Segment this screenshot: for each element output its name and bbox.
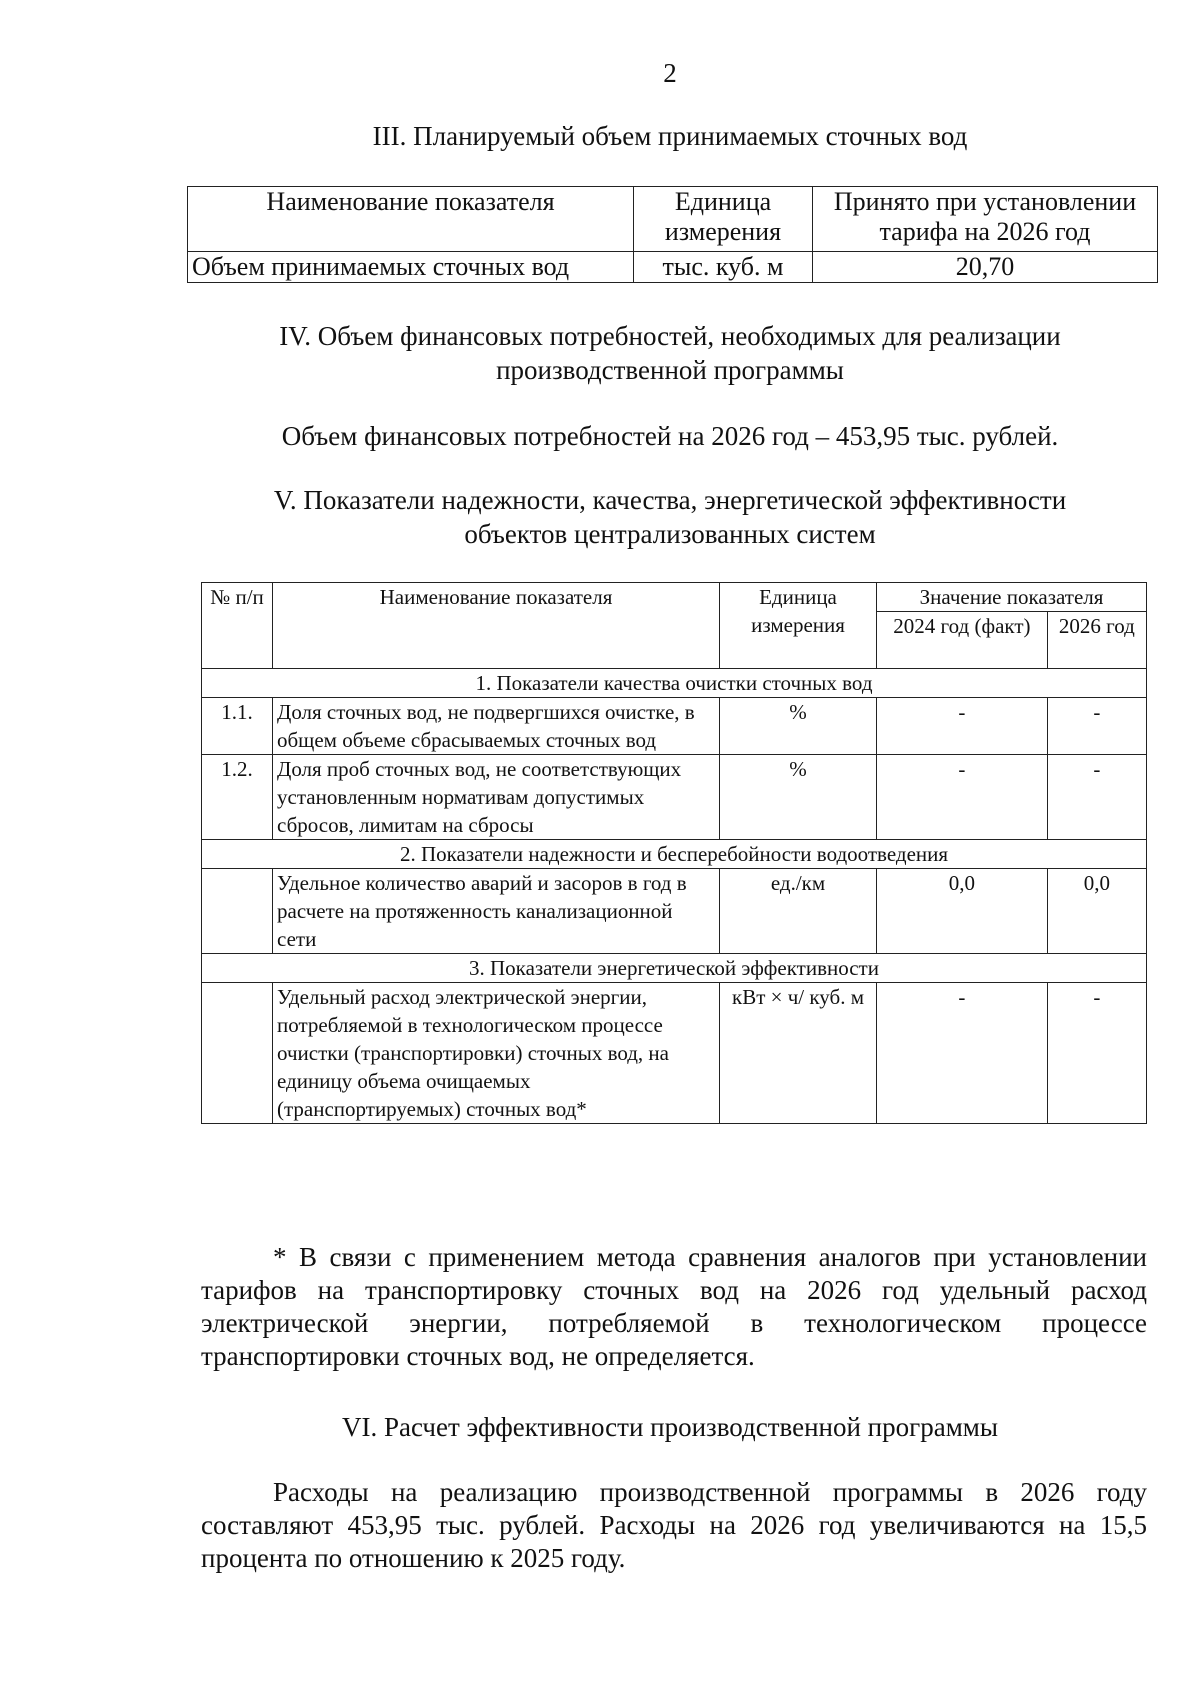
row-indicator-name: Объем принимаемых сточных вод (188, 252, 634, 283)
table-header-row (202, 583, 1147, 612)
section-4-title-line-1: IV. Объем финансовых потребностей, необходимых для реализации (279, 321, 1061, 351)
row-unit: тыс. куб. м (634, 252, 813, 283)
table-row (202, 698, 1147, 755)
footnote-text: * В связи с применением метода сравнения аналогов при установлении тарифов на транспортировку сточных вод на 2026 год удельный расход электрической энергии, потребляемой в технологическом процессе транспортировки сточных вод, не определяется. (201, 1242, 1147, 1371)
row-number (202, 869, 273, 954)
row-number: 1.2. (202, 755, 273, 840)
header-number: № п/п (202, 583, 273, 669)
group-row (202, 840, 1147, 869)
row-value-2026: - (1047, 698, 1146, 755)
row-number: 1.1. (202, 698, 273, 755)
table-row (188, 252, 1158, 283)
row-value-2024: - (877, 755, 1048, 840)
header-indicator-name: Наименование показателя (188, 187, 634, 252)
table-header-row (188, 187, 1158, 252)
section-4-title-line-2: производственной программы (496, 355, 844, 385)
table-row (202, 755, 1147, 840)
row-value-2026: - (1047, 983, 1146, 1124)
header-year-2026: 2026 год (1047, 612, 1146, 669)
row-value-2024: - (877, 698, 1048, 755)
group-row (202, 954, 1147, 983)
header-unit: Единица измерения (720, 583, 877, 669)
row-value-2024: - (877, 983, 1048, 1124)
table-row (202, 983, 1147, 1124)
group-title: 3. Показатели энергетической эффективности (202, 954, 1147, 983)
row-indicator-name: Удельное количество аварий и засоров в год в расчете на протяженность канализационной сети (273, 869, 720, 954)
header-unit: Единица измерения (634, 187, 813, 252)
row-indicator-name: Доля сточных вод, не подвергшихся очистке, в общем объеме сбрасываемых сточных вод (273, 698, 720, 755)
row-unit: % (720, 698, 877, 755)
group-row (202, 669, 1147, 698)
expenses-text: Расходы на реализацию производственной программы в 2026 году составляют 453,95 тыс. рублей. Расходы на 2026 год увеличиваются на 15,5 процента по отношению к 2025 году. (201, 1477, 1147, 1573)
group-title: 1. Показатели качества очистки сточных вод (202, 669, 1147, 698)
header-accepted-tariff: Принято при установлении тарифа на 2026 год (813, 187, 1158, 252)
section-5-title-line-2: объектов централизованных систем (464, 519, 876, 549)
section-6-title: VI. Расчет эффективности производственной программы (341, 1412, 998, 1442)
financial-needs-text: Объем финансовых потребностей на 2026 год – 453,95 тыс. рублей. (281, 421, 1059, 451)
page-number: 2 (663, 58, 677, 88)
row-unit: ед./км (720, 869, 877, 954)
header-year-2024: 2024 год (факт) (877, 612, 1048, 669)
row-indicator-name: Удельный расход электрической энергии, потребляемой в технологическом процессе очистки (транспортировки) сточных вод, на единицу объема очищаемых (транспортируемых) сточных вод* (273, 983, 720, 1124)
planned-volume-table (187, 186, 1158, 283)
header-indicator-name: Наименование показателя (273, 583, 720, 669)
section-3-title: III. Планируемый объем принимаемых сточных вод (372, 121, 968, 151)
section-5-title-line-1: V. Показатели надежности, качества, энергетической эффективности (273, 485, 1067, 515)
row-value-2026: - (1047, 755, 1146, 840)
table-row (202, 869, 1147, 954)
row-number (202, 983, 273, 1124)
row-indicator-name: Доля проб сточных вод, не соответствующих установленным нормативам допустимых сбросов, лимитам на сбросы (273, 755, 720, 840)
row-unit: % (720, 755, 877, 840)
group-title: 2. Показатели надежности и бесперебойности водоотведения (202, 840, 1147, 869)
row-value-2026: 0,0 (1047, 869, 1146, 954)
row-value: 20,70 (813, 252, 1158, 283)
indicators-table (201, 582, 1147, 1124)
row-value-2024: 0,0 (877, 869, 1048, 954)
header-indicator-value: Значение показателя (877, 583, 1147, 612)
row-unit: кВт × ч/ куб. м (720, 983, 877, 1124)
